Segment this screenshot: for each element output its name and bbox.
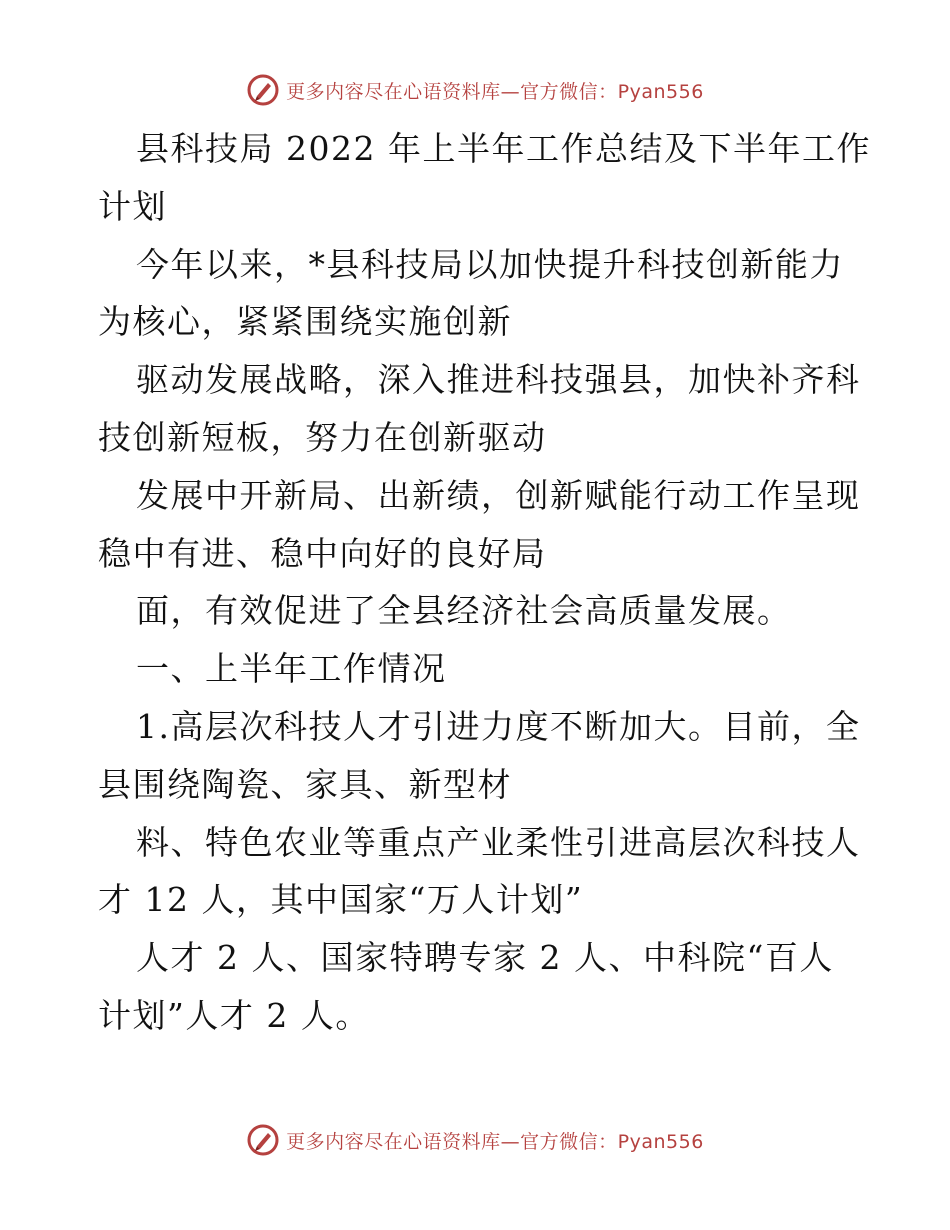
text-line: 发展中开新局、出新绩，创新赋能行动工作呈现 [136,475,861,515]
text-line: 技创新短板，努力在创新驱动 [98,417,547,457]
text-line: 一、上半年工作情况 [136,649,447,689]
text-line: 人才 2 人、国家特聘专家 2 人、中科院“百人 [136,938,834,978]
banner-text[interactable]: 更多内容尽在心语资料库—官方微信：Pyan556 [286,1130,704,1153]
text-line: 为核心，紧紧围绕实施创新 [98,302,512,342]
document-body [98,120,871,1045]
text-line: 计划”人才 2 人。 [98,995,370,1035]
text-line: 驱动发展战略，深入推进科技强县，加快补齐科 [136,360,861,400]
pen-logo-icon [246,73,280,107]
text-line: 才 12 人，其中国家“万人计划” [98,880,584,920]
footer-banner [0,1120,950,1160]
text-line: 县科技局 2022 年上半年工作总结及下半年工作 [136,129,871,168]
text-line: 县围绕陶瓷、家具、新型材 [98,764,512,804]
text-line: 计划 [98,186,167,226]
text-line: 今年以来，*县科技局以加快提升科技创新能力 [136,244,844,284]
text-line: 面，有效促进了全县经济社会高质量发展。 [136,591,792,631]
header-banner [0,70,950,110]
pen-logo-icon [246,1123,280,1157]
text-line: 稳中有进、稳中向好的良好局 [98,533,547,573]
banner-text[interactable]: 更多内容尽在心语资料库—官方微信：Pyan556 [286,80,704,103]
text-line: 料、特色农业等重点产业柔性引进高层次科技人 [136,822,861,862]
text-line: 1.高层次科技人才引进力度不断加大。目前，全 [136,706,861,746]
